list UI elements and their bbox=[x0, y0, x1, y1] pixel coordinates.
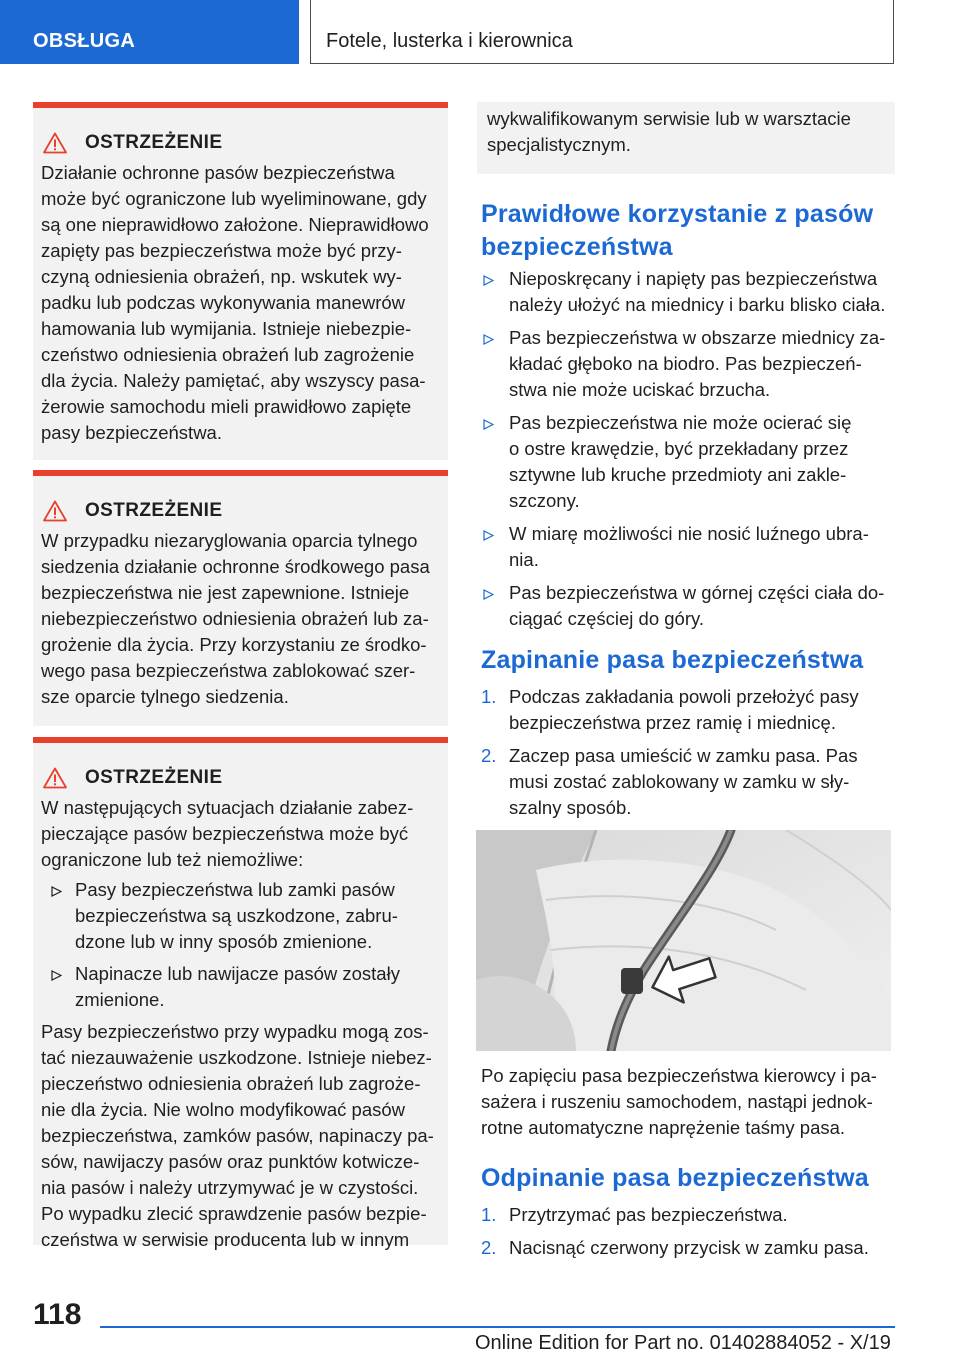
list-item bbox=[481, 410, 901, 514]
text-line: nia pasów i należy utrzymywać je w czystości. bbox=[41, 1177, 419, 1198]
text-line: pieczające pasów bezpieczeństwa może być bbox=[41, 823, 409, 844]
text-line: Przytrzymać pas bezpieczeństwa. bbox=[509, 1204, 788, 1225]
triangle-bullet-icon bbox=[51, 886, 62, 897]
text-line: Nacisnąć czerwony przycisk w zamku pasa. bbox=[509, 1237, 869, 1258]
step-number: 1. bbox=[481, 1204, 497, 1225]
step-number: 2. bbox=[481, 1237, 497, 1258]
text-line: czeństwo odniesienia obrażeń lub zagrożenie bbox=[41, 344, 415, 365]
text-line: sów, nawijaczy pasów oraz punktów kotwicze- bbox=[41, 1151, 420, 1172]
text-line: musi zostać zablokowany w zamku w sły- bbox=[509, 771, 850, 792]
text-line: kładać głęboko na biodro. Pas bezpieczeń- bbox=[509, 353, 862, 374]
list-item bbox=[41, 877, 438, 955]
text-line: bezpieczeństwa są uszkodzone, zabru- bbox=[75, 905, 398, 926]
section-heading-unfastening: Odpinanie pasa bezpieczeństwa bbox=[481, 1164, 869, 1192]
text-line: W miarę możliwości nie nosić luźnego ubra- bbox=[509, 523, 869, 544]
text-line: padku lub podczas wykonywania manewrów bbox=[41, 292, 406, 313]
text-line: siedzenia działanie ochronne środkowego pasa bbox=[41, 556, 430, 577]
text-line: sażera i ruszeniu samochodem, nastąpi jednok- bbox=[481, 1091, 873, 1112]
section-tab bbox=[0, 0, 299, 64]
text-line: bezpieczeństwa przez ramię i miednicę. bbox=[509, 712, 836, 733]
text-line: wego pasa bezpieczeństwa zablokować szer- bbox=[41, 660, 416, 681]
text-line: nia. bbox=[509, 549, 539, 570]
warning-box-2 bbox=[33, 470, 448, 726]
warning-continued-box bbox=[477, 102, 895, 174]
text-line: Pas bezpieczeństwa nie może ocierać się bbox=[509, 412, 852, 433]
warning-bullet-list bbox=[41, 877, 438, 1013]
list-item bbox=[41, 961, 438, 1013]
list-item bbox=[481, 580, 901, 632]
page-title: Fotele, lusterka i kierownica bbox=[326, 30, 573, 52]
triangle-bullet-icon bbox=[51, 970, 62, 981]
warning-box-3 bbox=[33, 737, 448, 1250]
list-item bbox=[481, 325, 901, 403]
text-line: dla życia. Należy pamiętać, aby wszyscy pasa- bbox=[41, 370, 426, 391]
warning-title: OSTRZEŻENIE bbox=[85, 132, 223, 153]
warning-intro bbox=[41, 795, 438, 873]
list-item bbox=[481, 684, 901, 736]
text-line: nie dla życia. Nie wolno modyfikować pasów bbox=[41, 1099, 406, 1120]
text-line: ograniczone lub też niemożliwe: bbox=[41, 849, 304, 870]
text-line: pieczeństwo odniesienia obrażeń lub zagroże- bbox=[41, 1073, 421, 1094]
text-line: sze oparcie tylnego siedzenia. bbox=[41, 686, 289, 707]
text-line: Napinacze lub nawijacze pasów zostały bbox=[75, 963, 400, 984]
text-line: zapięty pas bezpieczeństwa może być przy- bbox=[41, 240, 402, 261]
text-line: Podczas zakładania powoli przełożyć pasy bbox=[509, 686, 859, 707]
triangle-bullet-icon bbox=[483, 275, 494, 286]
text-line: bezpieczeństwa, zamków pasów, napinaczy pa- bbox=[41, 1125, 434, 1146]
text-line: tać niezauważenie uszkodzone. Istnieje niebez- bbox=[41, 1047, 432, 1068]
triangle-bullet-icon bbox=[483, 419, 494, 430]
text-line: sztywne lub kruche przedmioty ani zakle- bbox=[509, 464, 847, 485]
text-line: żerowie samochodu mieli prawidłowo zapięte bbox=[41, 396, 412, 417]
fastening-steps bbox=[481, 684, 901, 828]
list-item bbox=[481, 1235, 901, 1261]
text-line: Po zapięciu pasa bezpieczeństwa kierowcy i pa- bbox=[481, 1065, 877, 1086]
text-line: rotne automatyczne naprężenie taśmy pasa. bbox=[481, 1117, 846, 1138]
list-item bbox=[481, 1202, 901, 1228]
text-line: W następujących sytuacjach działanie zabez- bbox=[41, 797, 414, 818]
text-line: szalny sposób. bbox=[509, 797, 632, 818]
warning-title: OSTRZEŻENIE bbox=[85, 500, 223, 521]
text-line: bezpieczeństwa nie jest zapewnione. Istnieje bbox=[41, 582, 410, 603]
warning-triangle-icon bbox=[43, 132, 67, 154]
section-heading-fastening: Zapinanie pasa bezpieczeństwa bbox=[481, 646, 864, 674]
text-line: Zaczep pasa umieścić w zamku pasa. Pas bbox=[509, 745, 858, 766]
warning-outro bbox=[41, 1019, 438, 1253]
unfastening-steps bbox=[481, 1202, 901, 1268]
step-number: 2. bbox=[481, 745, 497, 766]
text-line: Nieposkręcany i napięty pas bezpieczeństwa bbox=[509, 268, 878, 289]
text-line: grożenie dla życia. Przy korzystaniu ze środko- bbox=[41, 634, 427, 655]
triangle-bullet-icon bbox=[483, 589, 494, 600]
text-line: dzone lub w inny sposób zmienione. bbox=[75, 931, 373, 952]
text-line: należy ułożyć na miednicy i barku blisko ciała. bbox=[509, 294, 886, 315]
list-item bbox=[481, 743, 901, 821]
text-line: W przypadku niezaryglowania oparcia tylnego bbox=[41, 530, 418, 551]
text-line: Po wypadku zlecić sprawdzenie pasów bezpie- bbox=[41, 1203, 427, 1224]
section-heading-correct-use bbox=[481, 198, 873, 264]
text-line: zmienione. bbox=[75, 989, 165, 1010]
text-line: Pasy bezpieczeństwo przy wypadku mogą zos- bbox=[41, 1021, 429, 1042]
text-line: Pas bezpieczeństwa w obszarze miednicy za- bbox=[509, 327, 886, 348]
text-line: może być ograniczone lub wyeliminowane, gdy bbox=[41, 188, 427, 209]
text-line: są one nieprawidłowo założone. Nieprawidłowo bbox=[41, 214, 429, 235]
text-line: pasy bezpieczeństwa. bbox=[41, 422, 222, 443]
text-line: czeństwa w serwisie producenta lub w innym bbox=[41, 1229, 410, 1250]
list-item bbox=[481, 266, 901, 318]
illustration-caption bbox=[481, 1063, 901, 1141]
edition-link[interactable]: Online Edition for Part no. 01402884052 - X/19 bbox=[475, 1332, 891, 1354]
text-line: Działanie ochronne pasów bezpieczeństwa bbox=[41, 162, 395, 183]
warning-text bbox=[41, 528, 438, 710]
warning-triangle-icon bbox=[43, 767, 67, 789]
seat-belt-buckle-illustration bbox=[476, 830, 891, 1051]
text-line: o ostre krawędzie, być przekładany przez bbox=[509, 438, 849, 459]
text-line: hamowania lub wymijania. Istnieje niebezpie- bbox=[41, 318, 412, 339]
footer-divider bbox=[100, 1326, 895, 1328]
text-line: specjalistycznym. bbox=[487, 134, 631, 155]
page-number: 118 bbox=[33, 1298, 82, 1331]
heading-line: bezpieczeństwa bbox=[481, 233, 673, 261]
warning-box-1 bbox=[33, 102, 448, 460]
text-line: czyną odniesienia obrażeń, np. wskutek wy- bbox=[41, 266, 402, 287]
text-line: stwa nie może uciskać brzucha. bbox=[509, 379, 771, 400]
list-item bbox=[481, 521, 901, 573]
warning-triangle-icon bbox=[43, 500, 67, 522]
step-number: 1. bbox=[481, 686, 497, 707]
triangle-bullet-icon bbox=[483, 334, 494, 345]
text-line: ciągać częściej do góry. bbox=[509, 608, 705, 629]
text-line: wykwalifikowanym serwisie lub w warsztacie bbox=[487, 108, 851, 129]
text-line: Pas bezpieczeństwa w górnej części ciała do- bbox=[509, 582, 885, 603]
text-line: szczony. bbox=[509, 490, 580, 511]
correct-use-list bbox=[481, 266, 901, 639]
text-line: Pasy bezpieczeństwa lub zamki pasów bbox=[75, 879, 395, 900]
seat-illustration-graphic bbox=[476, 830, 891, 1051]
heading-line: Prawidłowe korzystanie z pasów bbox=[481, 200, 874, 228]
section-label: OBSŁUGA bbox=[33, 30, 136, 52]
warning-text bbox=[41, 160, 438, 446]
warning-title: OSTRZEŻENIE bbox=[85, 767, 223, 788]
text-line: niebezpieczeństwo odniesienia obrażeń lub za- bbox=[41, 608, 429, 629]
triangle-bullet-icon bbox=[483, 530, 494, 541]
